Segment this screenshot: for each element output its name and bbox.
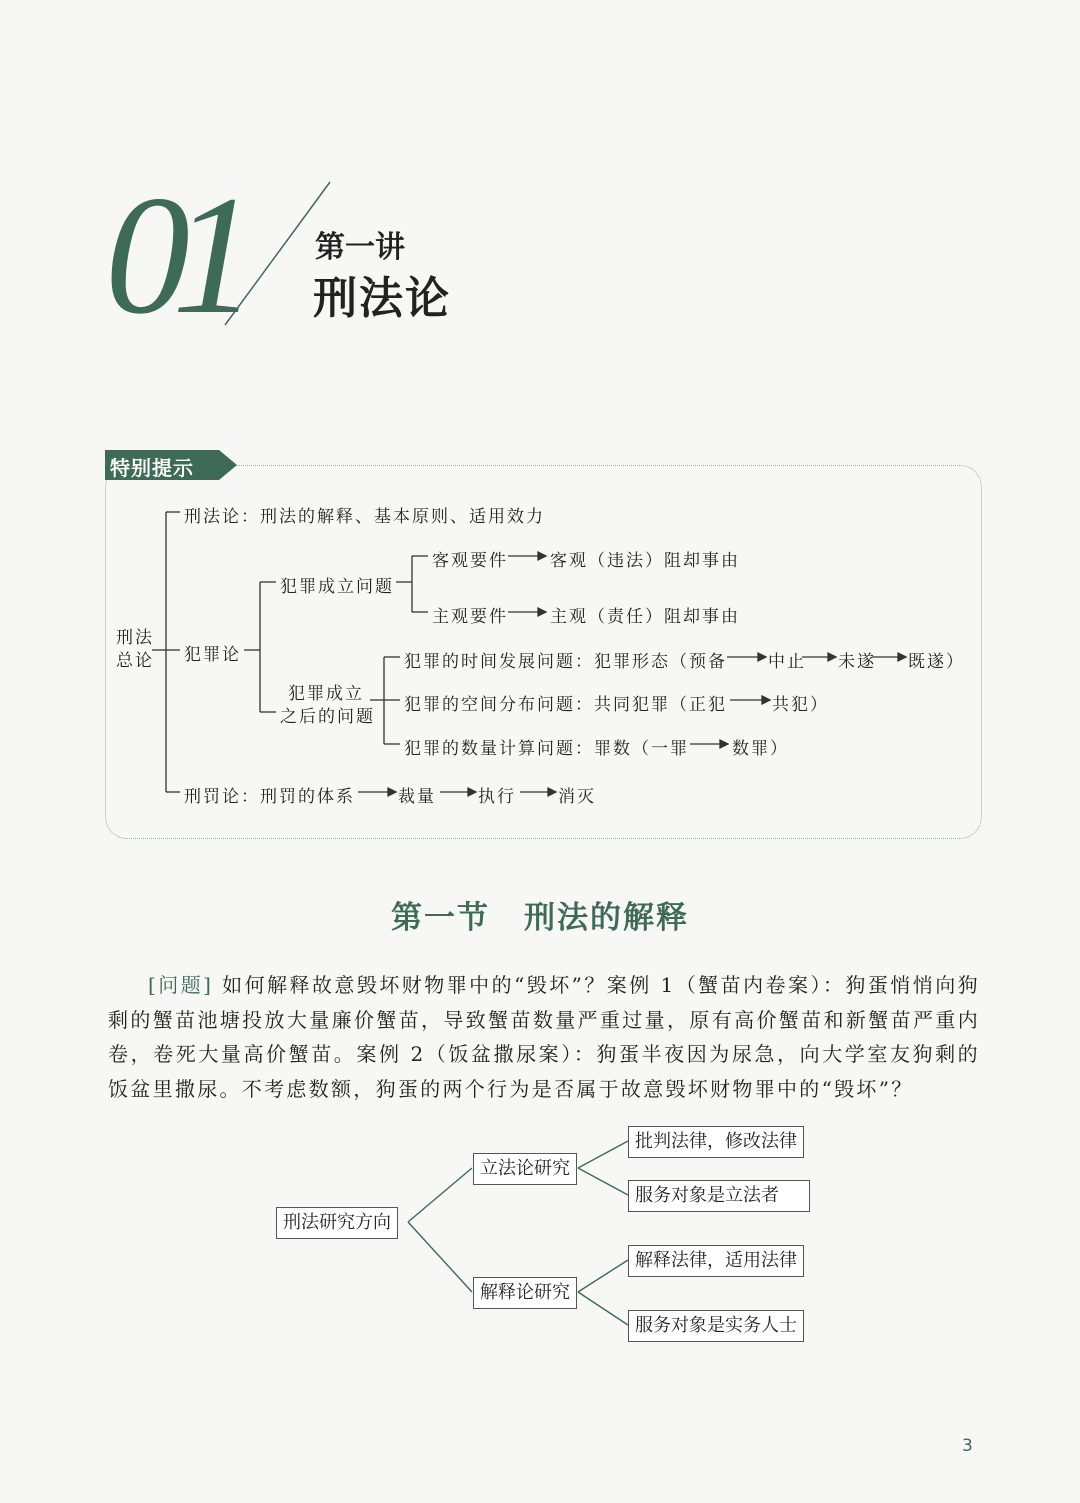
tree-branch-xingfalun: 刑法论：刑法的解释、基本原则、适用效力 — [184, 507, 545, 527]
tips-tag-label: 特别提示 — [110, 456, 194, 480]
flow-root: 刑法研究方向 — [276, 1207, 398, 1239]
tree-branch-xingfalun-punish: 刑罚论：刑罚的体系 — [184, 787, 355, 807]
tree-node-after-line2: 之后的问题 — [280, 707, 375, 727]
tree-node-count: 犯罪的数量计算问题：罪数（一罪 — [404, 739, 689, 759]
tree-node-after-line1: 犯罪成立 — [288, 684, 364, 704]
page-number: 3 — [962, 1436, 973, 1456]
tree-root-line1: 刑法 — [116, 628, 154, 648]
tree-node-time-s4: 既遂） — [908, 652, 965, 672]
tree-node-time: 犯罪的时间发展问题：犯罪形态（预备 — [404, 652, 727, 672]
tree-node-time-s3: 未遂 — [838, 652, 876, 672]
tree-node-chengli: 犯罪成立问题 — [280, 577, 394, 597]
tree-branch-punish-s4: 消灭 — [558, 787, 596, 807]
tree-node-zhuguan: 主观要件 — [432, 607, 508, 627]
chapter-number: 01 — [105, 161, 239, 349]
flow-leaf-a1: 批判法律，修改法律 — [628, 1126, 804, 1158]
tree-branch-punish-s3: 执行 — [478, 787, 516, 807]
question-text: 如何解释故意毁坏财物罪中的“毁坏”？案例 1（蟹苗内卷案）：狗蛋悄悄向狗剩的蟹苗池塘投放大量廉价蟹苗，导致蟹苗数量严重过量，原有高价蟹苗和新蟹苗严重内卷，卷死大量高价蟹苗。案例 2（饭盆撒尿案）：狗蛋半夜因为尿急，向大学室友狗剩的饭盆里撒尿。不考虑数额，狗蛋的两个行为是否属于故意毁坏财物罪中的“毁坏”？ — [108, 973, 980, 1101]
section-title: 刑法的解释 — [524, 900, 689, 936]
tree-node-zhuguan-result: 主观（责任）阻却事由 — [550, 607, 740, 627]
tree-root-line2: 总论 — [116, 651, 154, 671]
flow-leaf-b1: 解释法律，适用法律 — [628, 1245, 804, 1277]
chapter-title: 刑法论 — [313, 273, 451, 324]
tree-node-keguan: 客观要件 — [432, 551, 508, 571]
section-label: 第一节 — [391, 900, 490, 936]
question-tag: [问题] — [148, 973, 214, 997]
tree-node-count-s2: 数罪） — [732, 739, 789, 759]
chapter-subtitle: 第一讲 — [315, 230, 405, 265]
tree-branch-punish-s2: 裁量 — [398, 787, 436, 807]
tree-node-space: 犯罪的空间分布问题：共同犯罪（正犯 — [404, 695, 727, 715]
tree-node-time-s2: 中止 — [768, 652, 806, 672]
tree-node-keguan-result: 客观（违法）阻却事由 — [550, 551, 740, 571]
flow-leaf-a2: 服务对象是立法者 — [628, 1180, 810, 1212]
flow-node-lifalun: 立法论研究 — [473, 1153, 577, 1185]
tree-node-space-s2: 共犯） — [772, 695, 829, 715]
flow-node-jieshilun: 解释论研究 — [473, 1277, 577, 1309]
flow-leaf-b2: 服务对象是实务人士 — [628, 1310, 804, 1342]
tree-branch-fanzuilun: 犯罪论 — [184, 645, 241, 665]
